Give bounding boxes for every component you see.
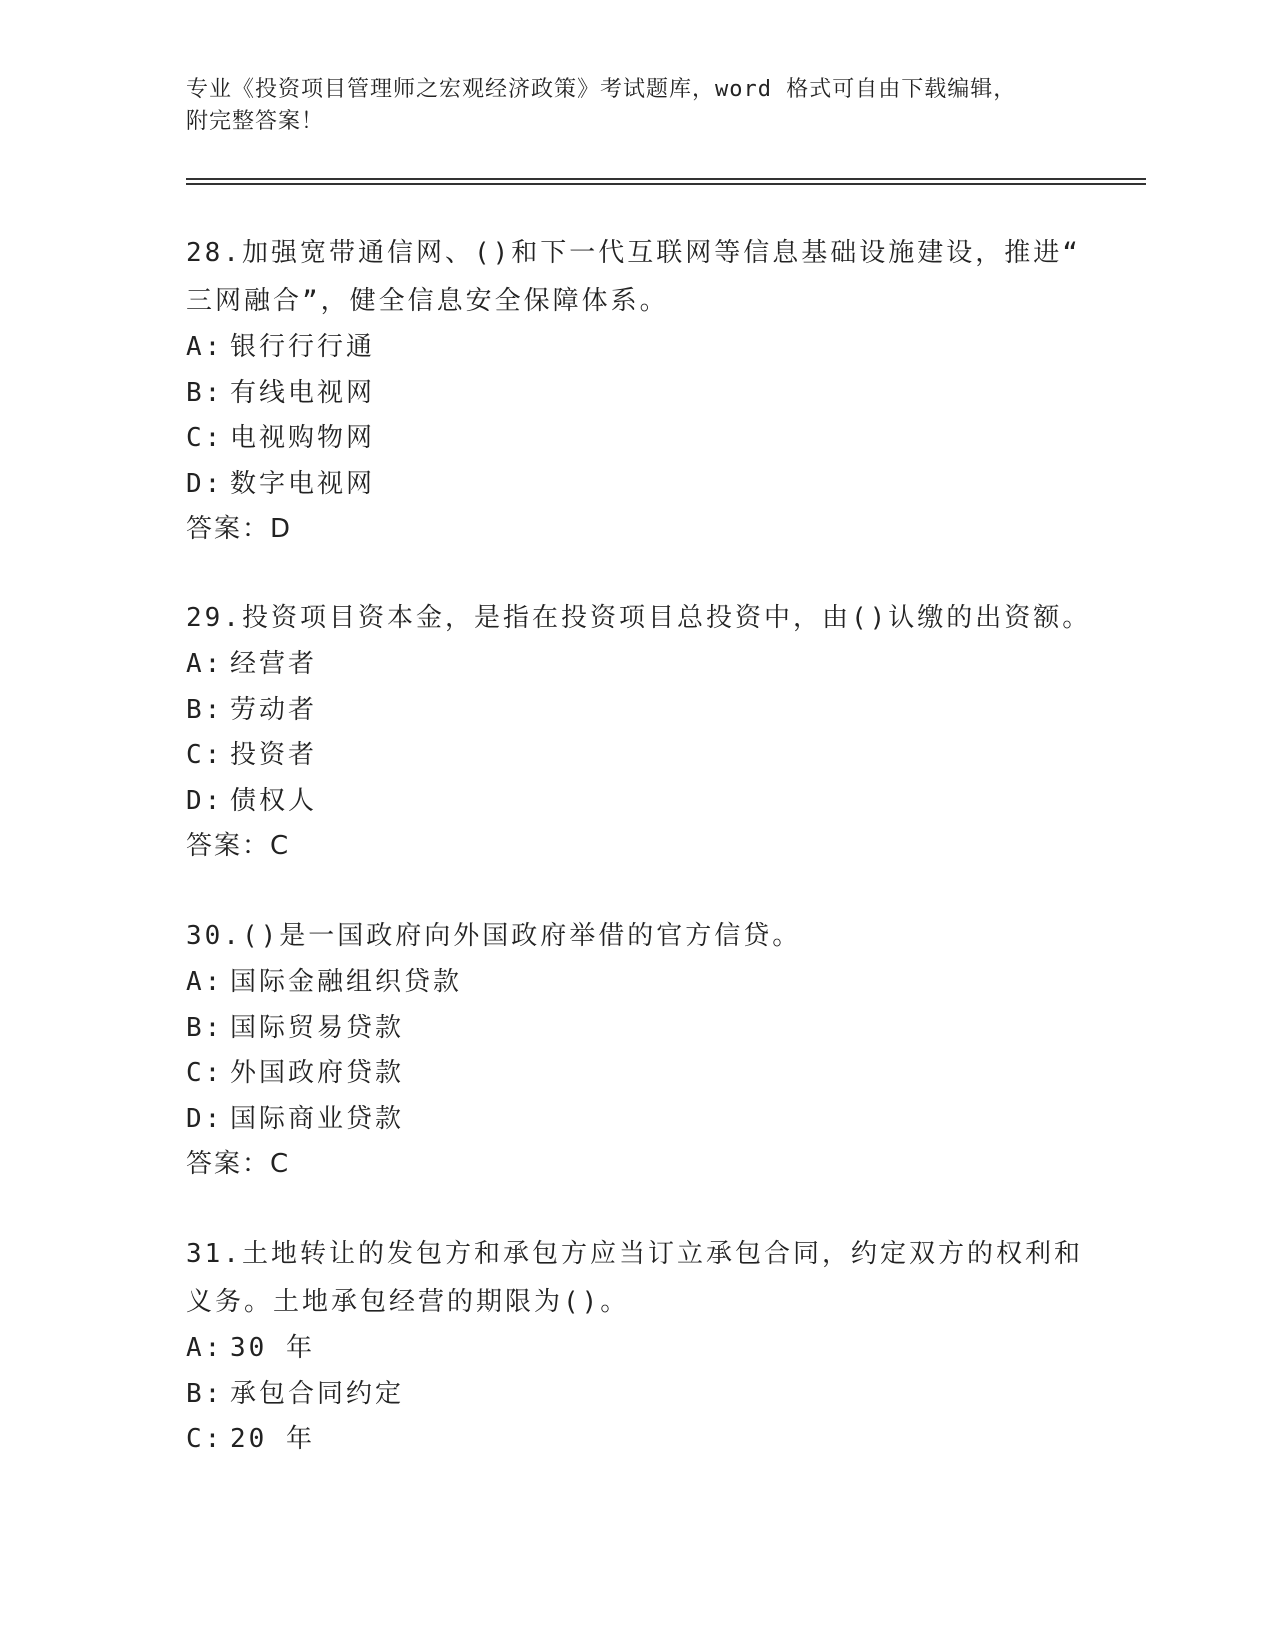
header-line-1: 专业《投资项目管理师之宏观经济政策》考试题库，word 格式可自由下载编辑， [186, 77, 1017, 102]
option-text: 银行行行通 [230, 332, 376, 362]
option-text: 30 年 [230, 1333, 315, 1363]
option-letter: D: [186, 785, 224, 816]
option-text: 国际金融组织贷款 [230, 967, 463, 997]
option-text: 投资者 [230, 740, 318, 770]
option-letter: A: [186, 649, 224, 679]
answer-line: 答案：C [186, 831, 291, 861]
option-letter: A: [186, 967, 224, 997]
option-a [186, 642, 1086, 688]
option-text: 有线电视网 [230, 377, 376, 408]
question-stem-line: 28.加强宽带通信网、()和下一代互联网等信息基础设施建设，推进“ [186, 238, 1081, 268]
option-a [186, 325, 1086, 371]
question-stem-line: 义务。土地承包经营的期限为()。 [186, 1287, 630, 1317]
document-header [186, 74, 1086, 138]
header-divider-bottom [186, 183, 1146, 185]
option-text: 数字电视网 [230, 468, 376, 499]
option-text: 电视购物网 [230, 423, 376, 453]
option-b [186, 371, 1086, 417]
option-text: 国际商业贷款 [230, 1103, 405, 1134]
option-b [186, 1006, 1086, 1052]
option-a [186, 1326, 1086, 1372]
question-stem-line: 30.()是一国政府向外国政府举借的官方信贷。 [186, 921, 802, 951]
option-letter: C: [186, 740, 224, 770]
question-29 [186, 594, 1092, 870]
option-letter: C: [186, 1058, 224, 1088]
option-letter: D: [186, 1103, 224, 1134]
option-letter: A: [186, 1333, 224, 1363]
option-letter: A: [186, 332, 224, 362]
option-d [186, 462, 1086, 508]
option-b [186, 688, 1086, 734]
answer-line: 答案：D [186, 514, 293, 544]
question-stem-line: 31.土地转让的发包方和承包方应当订立承包合同，约定双方的权利和 [186, 1239, 1083, 1269]
question-30 [186, 912, 1086, 1188]
option-letter: B: [186, 377, 224, 408]
option-letter: B: [186, 1378, 224, 1409]
option-c [186, 1417, 1086, 1463]
option-c [186, 733, 1086, 779]
option-b [186, 1372, 1086, 1418]
question-stem-line: 29.投资项目资本金，是指在投资项目总投资中，由()认缴的出资额。 [186, 603, 1092, 633]
option-d [186, 1097, 1086, 1143]
option-letter: B: [186, 1012, 224, 1043]
option-text: 20 年 [230, 1424, 315, 1454]
question-28 [186, 229, 1086, 553]
option-text: 债权人 [230, 785, 318, 816]
option-c [186, 416, 1086, 462]
option-text: 承包合同约定 [230, 1378, 405, 1409]
question-stem-line: 三网融合”，健全信息安全保障体系。 [186, 286, 669, 316]
answer-line: 答案：C [186, 1149, 291, 1179]
option-a [186, 960, 1086, 1006]
option-text: 经营者 [230, 649, 318, 679]
option-letter: D: [186, 468, 224, 499]
option-c [186, 1051, 1086, 1097]
header-line-2: 附完整答案！ [186, 109, 325, 134]
header-divider-top [186, 178, 1146, 180]
option-letter: C: [186, 1424, 224, 1454]
option-letter: B: [186, 694, 224, 725]
question-31 [186, 1230, 1086, 1463]
option-text: 劳动者 [230, 694, 318, 725]
option-letter: C: [186, 423, 224, 453]
option-d [186, 779, 1086, 825]
option-text: 国际贸易贷款 [230, 1012, 405, 1043]
option-text: 外国政府贷款 [230, 1058, 405, 1088]
